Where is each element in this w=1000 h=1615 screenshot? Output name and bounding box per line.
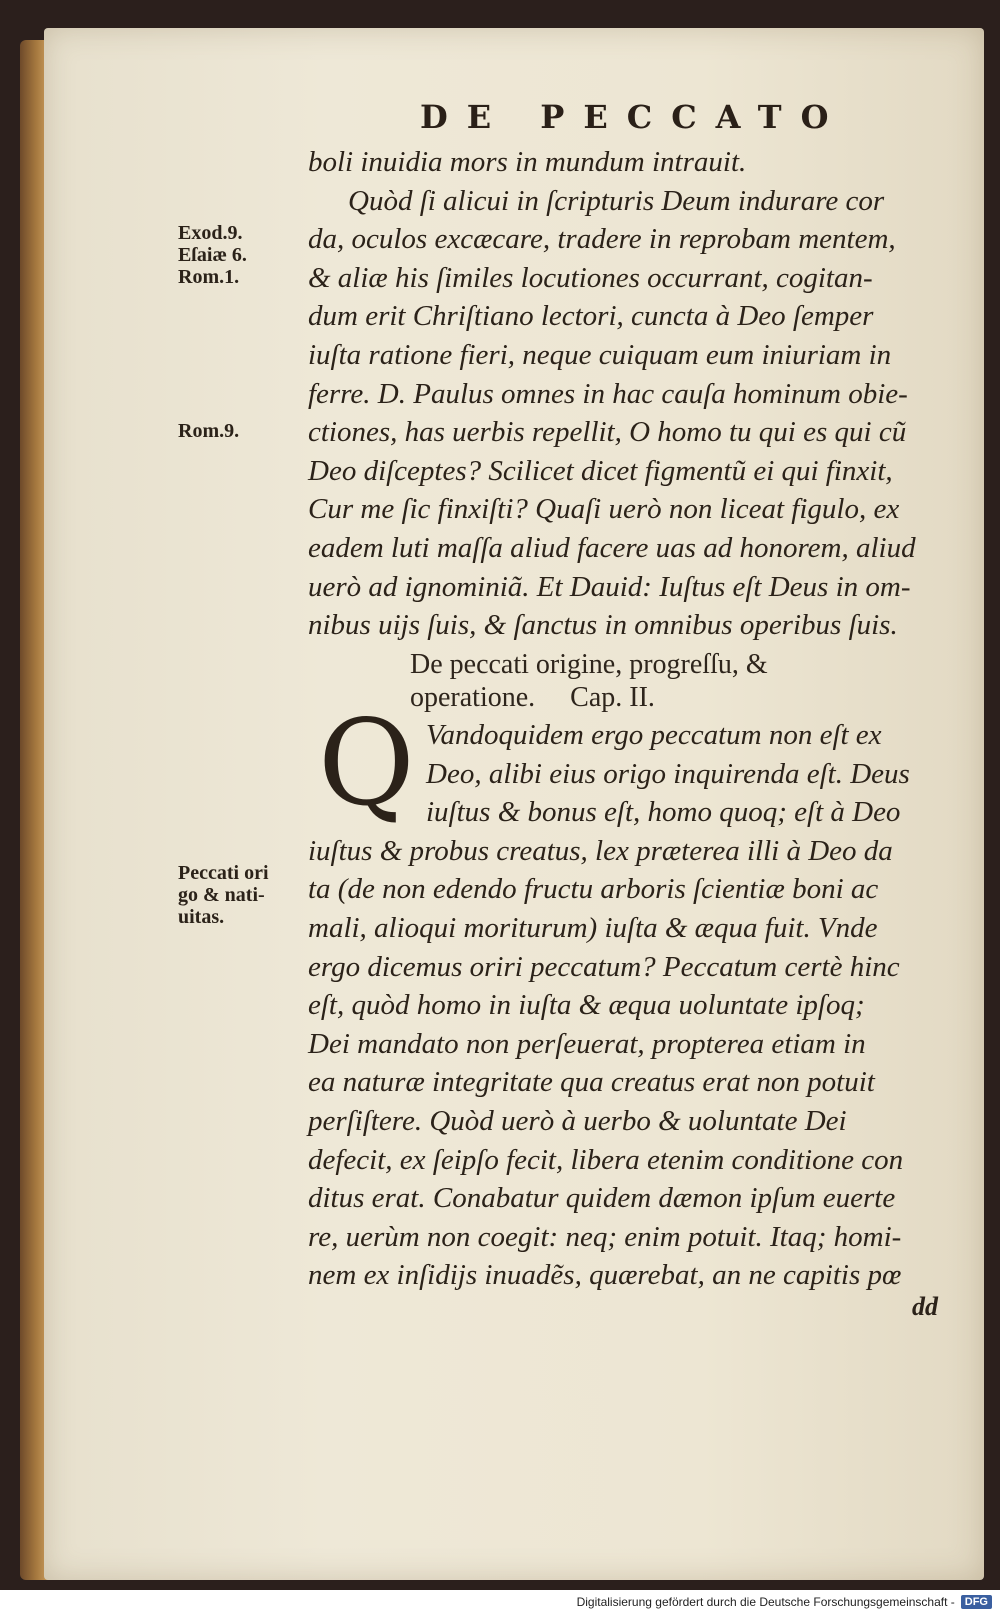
text-line: ta (de non edendo fructu arboris ſcientiæ boni ac (308, 873, 879, 906)
text-line: Vandoquidem ergo peccatum non eſt ex (426, 719, 882, 751)
heading-line: operatione. Cap. II. (410, 682, 655, 713)
margin-line: Peccati ori (178, 862, 269, 884)
text-line: mali, alioqui moriturum) iuſta & æqua fuit. Vnde (308, 911, 878, 944)
text-line: defecit, ex ſeipſo fecit, libera etenim conditione con (308, 1143, 904, 1176)
margin-note-exod (178, 222, 247, 288)
footer (577, 1591, 992, 1613)
text-line: ctiones, has uerbis repellit, O homo tu qui es qui cũ (308, 416, 907, 449)
dfg-logo: DFG (961, 1595, 992, 1609)
text-line: & aliæ his ſimiles locutiones occurrant, cogitan- (308, 261, 873, 294)
margin-line: go & nati- (178, 884, 265, 906)
margin-line: Eſaiæ 6. (178, 244, 247, 266)
chapter-text (308, 716, 968, 1295)
margin-line: Exod.9. (178, 222, 243, 244)
text-line: re, uerùm non coegit: neq; enim potuit. Itaq; homi- (308, 1220, 902, 1253)
text-line: dum erit Chriſtiano lectori, cuncta à Deo ſemper (308, 300, 874, 333)
margin-line: uitas. (178, 906, 225, 928)
text-line: Dei mandato non perſeuerat, propterea etiam in (308, 1027, 866, 1060)
margin-note-rom (178, 420, 239, 442)
drop-cap: Q (318, 694, 415, 832)
text-line: Quòd ſi alicui in ſcripturis Deum indurare cor (348, 184, 885, 217)
text-line: ergo dicemus oriri peccatum? Peccatum certè hinc (308, 950, 900, 983)
text-line: eſt, quòd homo in iuſta & æqua uoluntate ipſoq; (308, 989, 865, 1022)
running-head: DE PECCATO (420, 98, 848, 136)
signature-mark: dd (912, 1292, 938, 1321)
footer-text: Digitalisierung gefördert durch die Deutsche Forschungsgemeinschaft - (576, 1595, 955, 1609)
text-line: nem ex inſidijs inuadẽs, quærebat, an ne capitis pœ (308, 1259, 902, 1292)
margin-note-peccati (178, 862, 269, 928)
text-line: boli inuidia mors in mundum intrauit. (308, 146, 747, 178)
text-line: ea naturæ integritate qua creatus erat non potuit (308, 1066, 875, 1099)
text-line: iuſta ratione fieri, neque cuiquam eum iniuriam in (308, 338, 892, 371)
text-line: nibus uijs ſuis, & ſanctus in omnibus operibus ſuis. (308, 609, 898, 642)
text-line: Deo, alibi eius origo inquirenda eſt. Deus (426, 757, 910, 790)
text-line: eadem luti maſſa aliud facere uas ad honorem, aliud (308, 531, 916, 564)
text-line: iuſtus & probus creatus, lex præterea illi à Deo da (308, 834, 893, 867)
text-line: perſiſtere. Quòd uerò à uerbo & uoluntate Dei (308, 1104, 847, 1137)
text-line: ferre. D. Paulus omnes in hac cauſa hominum obie- (308, 377, 908, 410)
body-text (308, 143, 968, 645)
text-line: Deo diſceptes? Scilicet dicet figmentũ ei qui finxit, (308, 454, 893, 487)
text-line: iuſtus & bonus eſt, homo quoq; eſt à Deo (426, 796, 901, 829)
margin-line: Rom.9. (178, 420, 240, 442)
text-line: da, oculos excæcare, tradere in reprobam mentem, (308, 223, 896, 256)
text-line: Cur me ſic finxiſti? Quaſi uerò non liceat figulo, ex (308, 493, 900, 526)
heading-line: De peccati origine, progreſſu, & (410, 649, 768, 680)
margin-line: Rom.1. (178, 266, 240, 288)
chapter-heading (410, 648, 950, 714)
text-line: ditus erat. Conabatur quidem dæmon ipſum euerte (308, 1182, 896, 1215)
text-line: uerò ad ignominiã. Et Dauid: Iuſtus eſt Deus in om- (308, 570, 911, 603)
